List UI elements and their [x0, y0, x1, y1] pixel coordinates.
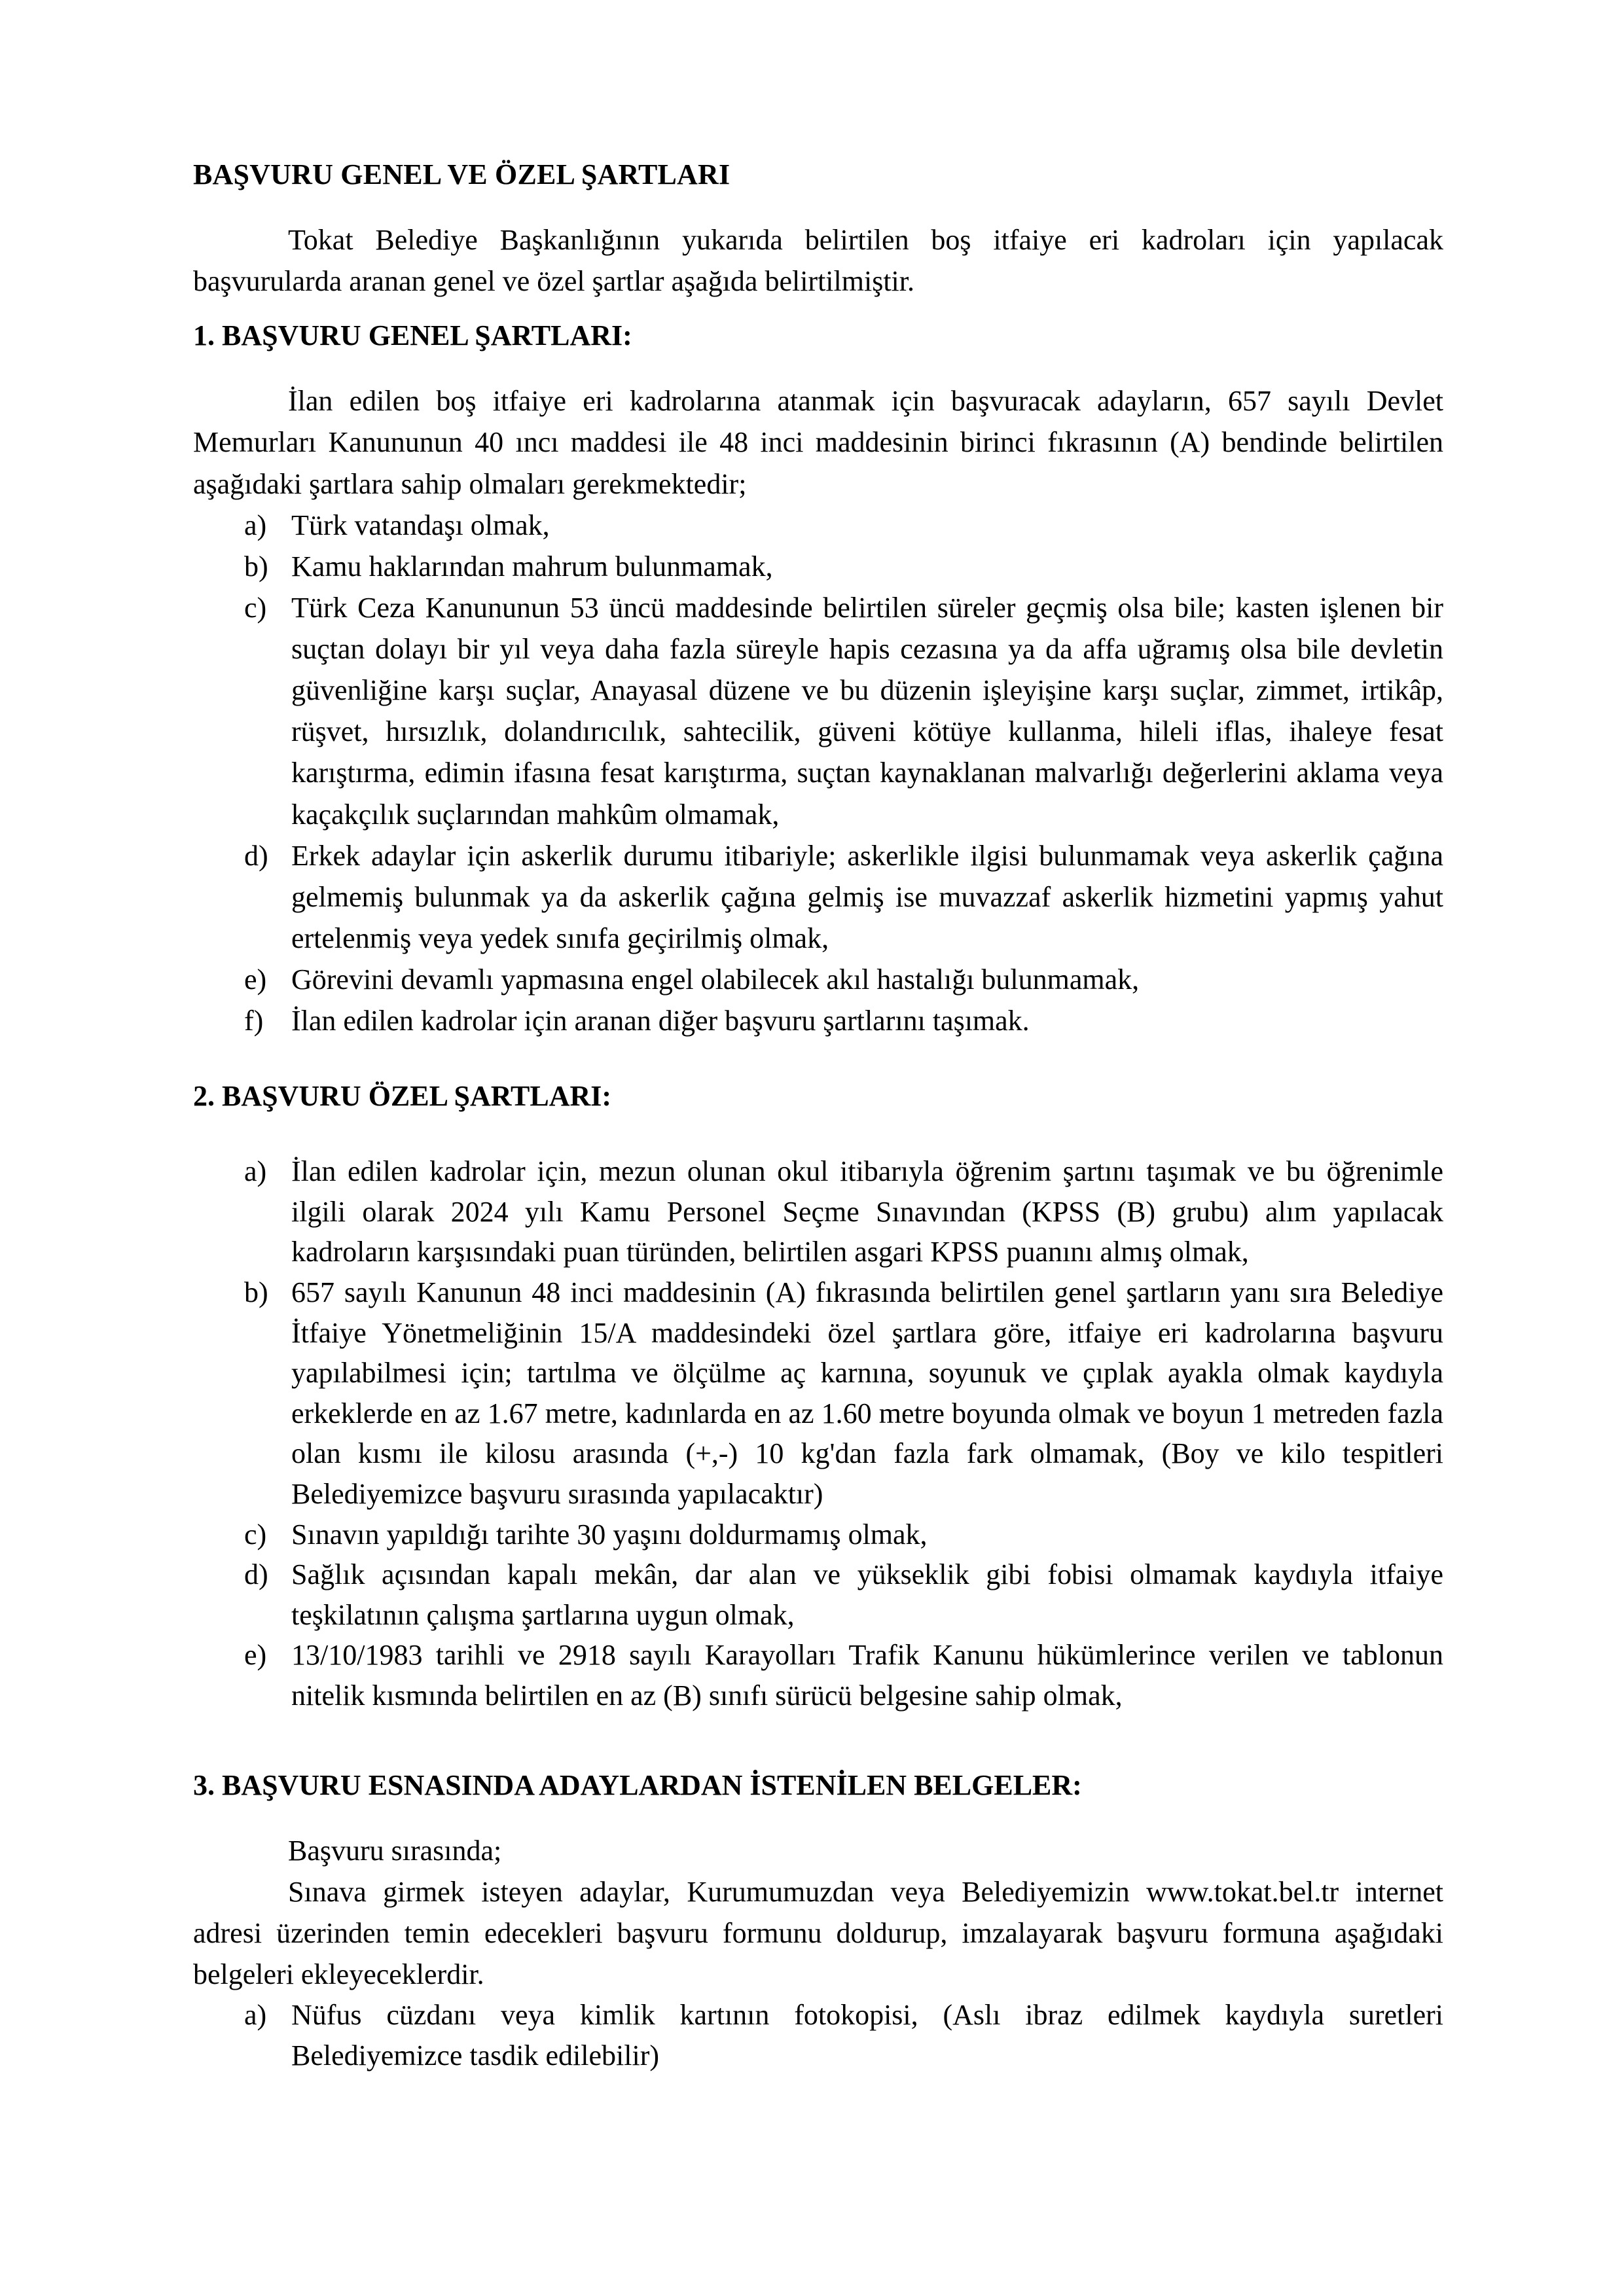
list-item-text: Kamu haklarından mahrum bulunmamak, [291, 550, 773, 583]
list-marker: e) [244, 963, 267, 996]
list-marker: d) [244, 839, 268, 872]
page-title: BAŞVURU GENEL VE ÖZEL ŞARTLARI [193, 158, 731, 190]
list-item [193, 1995, 1443, 2075]
list-item [193, 546, 1443, 587]
list-item [193, 959, 1443, 1000]
list-item [193, 1515, 1443, 1555]
list-item-text: 657 sayılı Kanunun 48 inci maddesinin (A) fıkrasında belirtilen genel şartların yanı sıra Belediye İtfaiye Yönetmeliğinin 15/A maddesindeki özel şartlara göre, itfaiye eri kadrolarına başvuru yapılabilmesi için; tartılma ve ölçülme aç karnına, soyunuk ve çıplak ayakla olmak kaydıyla erkeklerde en az 1.67 metre, kadınlarda en az 1.60 metre boyunda olmak ve boyun 1 metreden fazla olan kısmı ile kilosu arasında (+,-) 10 kg'dan fazla fark olmamak, (Boy ve kilo tespitleri Belediyemizce başvuru sırasında yapılacaktır) [291, 1276, 1443, 1510]
list-marker: b) [244, 550, 268, 583]
section-2-heading: 2. BAŞVURU ÖZEL ŞARTLARI: [193, 1080, 612, 1113]
spacer [193, 302, 1443, 321]
spacer [193, 189, 1443, 219]
list-item [193, 1554, 1443, 1635]
list-item [193, 1635, 1443, 1715]
intro-paragraph: Tokat Belediye Başkanlığının yukarıda belirtilen boş itfaiye eri kadroları için yapılacak başvurularda aranan genel ve özel şartlar aşağıda belirtilmiştir. [193, 224, 1443, 298]
section-3-intro-line-2: Sınava girmek isteyen adaylar, Kurumumuzdan veya Belediyemizin www.tokat.bel.tr internet adresi üzerinden temin edecekleri başvuru formunu doldurup, imzalayarak başvuru formuna aşağıdaki belgeleri ekleyeceklerdir. [193, 1875, 1443, 1990]
list-item [193, 1272, 1443, 1515]
list-item [193, 1000, 1443, 1041]
list-marker: b) [244, 1276, 268, 1309]
section-2-list [193, 1151, 1443, 1715]
list-item-text: Türk vatandaşı olmak, [291, 509, 550, 541]
spacer [193, 1041, 1443, 1082]
list-item-text: Sağlık açısından kapalı mekân, dar alan ve yükseklik gibi fobisi olmamak kaydıyla itfaiye teşkilatının çalışma şartlarına uygun olmak, [291, 1558, 1443, 1631]
section-1-list [193, 505, 1443, 1042]
list-item-text: İlan edilen kadrolar için, mezun olunan okul itibarıyla öğrenim şartını taşımak ve bu öğrenimle ilgili olarak 2024 yılı Kamu Personel Seçme Sınavından (KPSS (B) grubu) alım yapılacak kadroların karşısındaki puan türünden, belirtilen asgari KPSS puanını almış olmak, [291, 1155, 1443, 1268]
list-item-text: Nüfus cüzdanı veya kimlik kartının fotokopisi, (Aslı ibraz edilmek kaydıyla suretleri Belediyemizce tasdik edilebilir) [291, 1999, 1443, 2072]
list-marker: a) [244, 1999, 267, 2032]
list-item [193, 1151, 1443, 1272]
list-marker: a) [244, 1155, 267, 1188]
list-marker: c) [244, 591, 267, 624]
section-1-heading: 1. BAŞVURU GENEL ŞARTLARI: [193, 319, 632, 352]
list-marker: d) [244, 1558, 268, 1591]
list-item-text: Görevini devamlı yapmasına engel olabilecek akıl hastalığı bulunmamak, [291, 963, 1140, 996]
spacer [193, 350, 1443, 380]
section-3-heading: 3. BAŞVURU ESNASINDA ADAYLARDAN İSTENİLEN BELGELER: [193, 1768, 1082, 1801]
list-marker: a) [244, 509, 267, 541]
list-item-text: 13/10/1983 tarihli ve 2918 sayılı Karayolları Trafik Kanunu hükümlerince verilen ve tablonun nitelik kısmında belirtilen en az (B) sınıfı sürücü belgesine sahip olmak, [291, 1639, 1443, 1712]
list-item-text: Erkek adaylar için askerlik durumu itibariyle; askerlikle ilgisi bulunmamak veya askerlik çağına gelmemiş bulunmak ya da askerlik çağına gelmiş ise muvazzaf askerlik hizmetini yapmış yahut ertelenmiş veya yedek sınıfa geçirilmiş olmak, [291, 839, 1443, 954]
spacer [193, 1111, 1443, 1151]
list-item [193, 587, 1443, 835]
list-item-text: İlan edilen kadrolar için aranan diğer başvuru şartlarını taşımak. [291, 1005, 1030, 1037]
list-marker: c) [244, 1518, 267, 1551]
section-3-intro-line-1: Başvuru sırasında; [288, 1834, 502, 1867]
spacer [193, 1716, 1443, 1771]
list-marker: e) [244, 1639, 267, 1672]
spacer [193, 1800, 1443, 1830]
list-item [193, 835, 1443, 959]
list-marker: f) [244, 1005, 264, 1037]
list-item [193, 505, 1443, 546]
list-item-text: Sınavın yapıldığı tarihte 30 yaşını doldurmamış olmak, [291, 1518, 928, 1551]
section-1-intro: İlan edilen boş itfaiye eri kadrolarına atanmak için başvuracak adayların, 657 sayılı Devlet Memurları Kanununun 40 ıncı maddesi ile 48 inci maddesinin birinci fıkrasının (A) bendinde belirtilen aşağıdaki şartlara sahip olmaları gerekmektedir; [193, 385, 1443, 500]
list-item-text: Türk Ceza Kanununun 53 üncü maddesinde belirtilen süreler geçmiş olsa bile; kasten işlenen bir suçtan dolayı bir yıl veya daha fazla süreyle hapis cezasına ya da affa uğramış olsa bile devletin güvenliğine karşı suçlar, Anayasal düzene ve bu düzenin işleyişine karşı suçlar, zimmet, irtikâp, rüşvet, hırsızlık, dolandırıcılık, sahtecilik, güveni kötüye kullanma, hileli iflas, ihaleye fesat karıştırma, edimin ifasına fesat karıştırma, suçtan kaynaklanan malvarlığı değerlerini aklama veya kaçakçılık suçlarından mahkûm olmamak, [291, 591, 1443, 831]
section-3-list [193, 1995, 1443, 2075]
